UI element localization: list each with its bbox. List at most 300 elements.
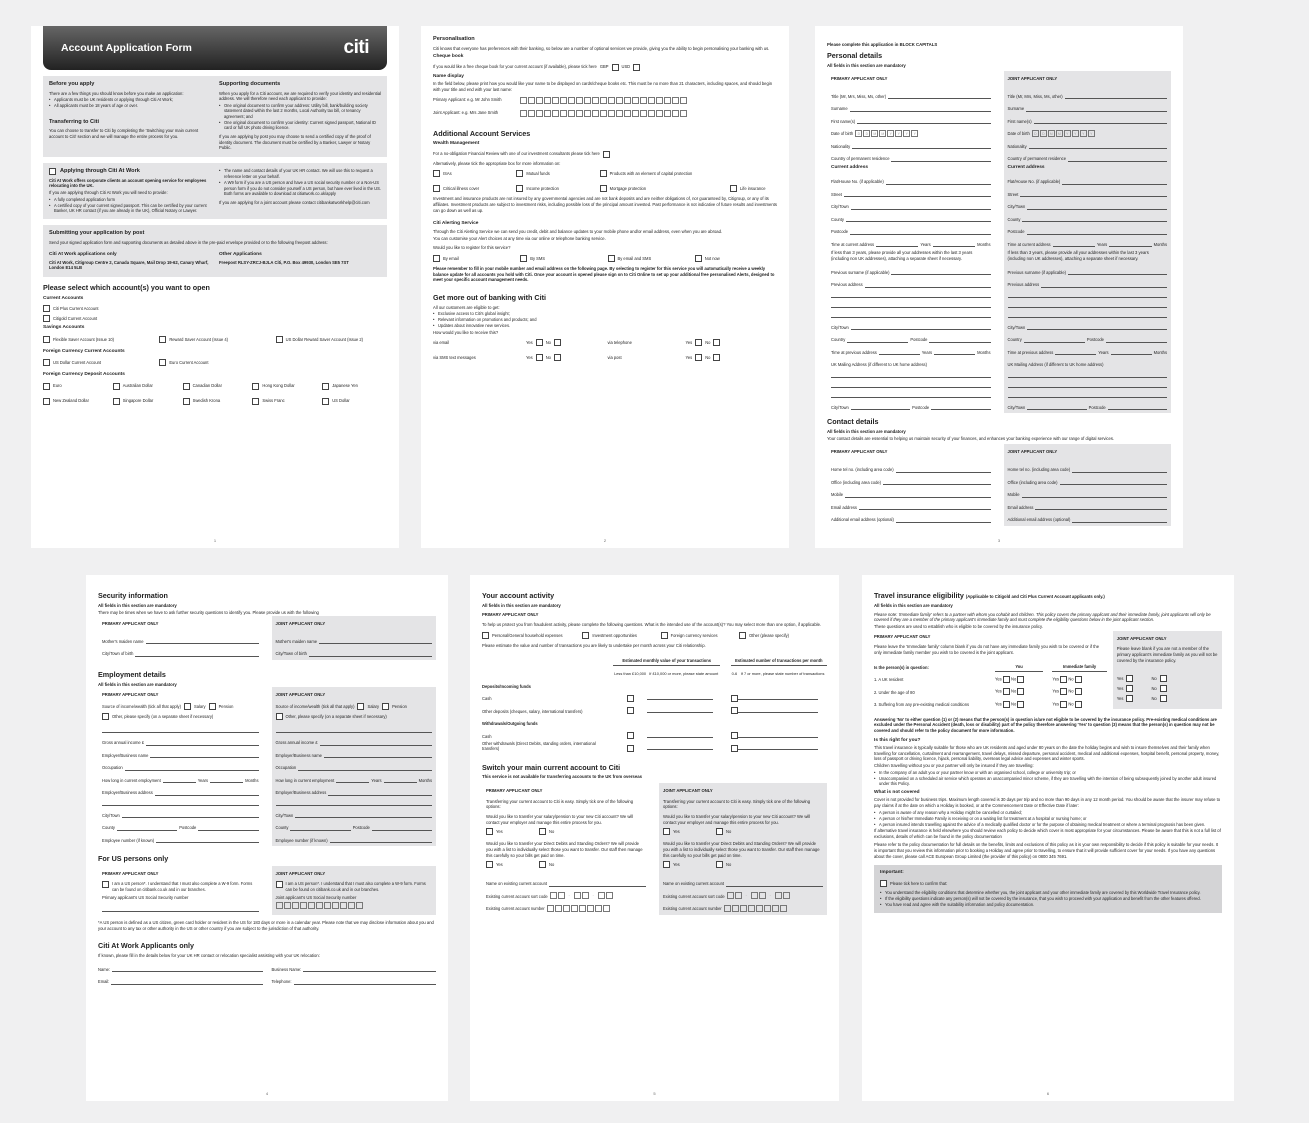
checkbox-label: Not now <box>704 255 720 261</box>
row-label: Other deposits (cheques, salary, international transfers) <box>482 708 583 714</box>
home-tel-input[interactable] <box>896 468 991 473</box>
dd-yes-checkbox[interactable] <box>486 861 493 868</box>
birth-city-input[interactable] <box>135 652 258 657</box>
mobile-input[interactable] <box>1022 493 1167 498</box>
amount-input[interactable] <box>647 749 713 750</box>
field-label: How long in current employment <box>275 777 335 783</box>
block-capitals-note: Please complete this application in BLOCK CAPITALS <box>827 42 938 47</box>
list-item: • A certified copy of your current signed passport. This can be certified by your current Banker, UK HR contact (if you are already in the UK), Official Notary or Lawyer. <box>49 203 211 214</box>
no-checkbox[interactable] <box>1075 688 1082 695</box>
email-input[interactable] <box>1035 505 1167 510</box>
other-source-checkbox[interactable] <box>102 713 109 720</box>
mailing-postcode-input[interactable] <box>1108 405 1167 410</box>
first-name-input[interactable] <box>1034 119 1167 124</box>
field-label: Title (Mr, Mrs, Miss, Ms, other) <box>831 93 887 99</box>
cheque-title: Cheque book <box>433 54 464 60</box>
number-input[interactable] <box>738 749 818 750</box>
pension-checkbox[interactable] <box>209 703 216 710</box>
mailing-line[interactable] <box>831 378 991 388</box>
county-input[interactable] <box>1022 217 1167 222</box>
field-label: City/Town <box>831 324 849 330</box>
yes-checkbox[interactable] <box>1003 676 1010 683</box>
no-checkbox[interactable] <box>1075 701 1082 708</box>
lt-checkbox[interactable] <box>627 745 634 752</box>
list-item: • All applicants must be 18 years of age or over. <box>49 103 211 109</box>
field-label: UK Mailing Address (if different to UK home address) <box>1007 362 1104 368</box>
prev-address-line[interactable] <box>831 288 991 298</box>
house-input[interactable] <box>1062 180 1167 185</box>
prev-address-input[interactable] <box>1041 283 1167 288</box>
field-label: Flat/House No. (if applicable) <box>831 179 884 185</box>
employer-address-input[interactable] <box>328 791 432 796</box>
list-item: • A person insured intends travelling against the advice of a medically qualified doctor or for the purpose of obtaining medical treatment or where a terminal prognosis has been given. <box>874 822 1222 828</box>
alert-note: Please remember to fill in your mobile number and email address on the following page. By selecting to register for this service you will automatically receive a weekly balance update for all accounts you hold with Citi. Once your account is opened please sign on to Citi Online to set up your additional free personalised Alerts, designed to meet your specific account management needs. <box>433 265 775 283</box>
house-input[interactable] <box>886 180 991 185</box>
employer-input[interactable] <box>324 753 432 758</box>
list-item: • Applicants must be UK residents or applying through Citi At Work; <box>49 97 211 103</box>
table-row <box>874 671 1107 684</box>
employee-number-input[interactable] <box>156 838 258 843</box>
other-source-line[interactable] <box>102 723 259 733</box>
no-label: No <box>1151 695 1157 701</box>
field-label: Date of birth <box>1007 131 1030 137</box>
field-label: First name(s) <box>831 118 856 124</box>
months-input[interactable] <box>1109 242 1151 247</box>
salary-no-checkbox[interactable] <box>716 828 723 835</box>
switch-text: Transferring your current account to Citi is easy. Simply tick one of the following options: <box>486 798 634 810</box>
usd-checkbox[interactable] <box>633 64 640 71</box>
list-item: • A fully completed application form <box>49 197 211 203</box>
emp-city-input[interactable] <box>295 813 432 818</box>
prev-years-input[interactable] <box>1055 350 1096 355</box>
yes-checkbox[interactable] <box>1126 685 1133 692</box>
alert-email-sms-checkbox[interactable] <box>608 255 615 262</box>
field-label: City/Town <box>1007 404 1026 410</box>
checkbox-label: New Zealand Dollar <box>53 398 89 404</box>
field-label: City/Town of birth <box>102 651 134 657</box>
n06-checkbox[interactable] <box>731 707 738 714</box>
prev-surname-input[interactable] <box>1068 270 1167 275</box>
us-person-checkbox[interactable] <box>276 881 283 888</box>
checkbox-label: Mutual funds <box>526 171 550 177</box>
amount-input[interactable] <box>647 737 713 738</box>
prev-address-line[interactable] <box>1008 298 1168 308</box>
prev-months-input[interactable] <box>934 350 975 355</box>
field-label: Email address <box>1007 504 1034 510</box>
field-label: Date of birth <box>831 131 854 137</box>
no-label: No <box>705 355 711 361</box>
no-label: No <box>1011 676 1017 682</box>
emp-postcode-input[interactable] <box>198 826 258 831</box>
mailing-line[interactable] <box>1008 378 1168 388</box>
joint-personal-column <box>1004 71 1172 413</box>
no-label: No <box>726 862 732 868</box>
salary-yes-checkbox[interactable] <box>486 828 493 835</box>
nationality-input[interactable] <box>1029 144 1167 149</box>
n06-checkbox[interactable] <box>731 695 738 702</box>
no-checkbox[interactable] <box>713 339 720 346</box>
prev-address-line[interactable] <box>831 298 991 308</box>
additional-email-input[interactable] <box>896 518 991 523</box>
use-fx-checkbox[interactable] <box>661 632 668 639</box>
field-label: City/Town <box>1007 324 1026 330</box>
lt-checkbox[interactable] <box>627 695 634 702</box>
deposit-checkbox[interactable] <box>322 383 329 390</box>
mutual-funds-checkbox[interactable] <box>516 170 523 177</box>
flexible-saver-checkbox[interactable] <box>43 336 50 343</box>
employer-address-line[interactable] <box>102 796 259 806</box>
work-list <box>49 197 211 214</box>
months-label: Months <box>977 349 991 355</box>
deposit-checkbox[interactable] <box>43 383 50 390</box>
citi-at-work-checkbox[interactable] <box>49 168 56 175</box>
no-checkbox[interactable] <box>713 354 720 361</box>
occupation-input[interactable] <box>298 766 432 771</box>
yes-checkbox[interactable] <box>1126 675 1133 682</box>
deposit-checkbox[interactable] <box>183 398 190 405</box>
security-title: Security information <box>98 591 168 600</box>
lt-checkbox[interactable] <box>627 707 634 714</box>
contact-text: Your contact details are essential to helping us maintain security of your finances, and enhances your banking experience with our range of digital services. <box>827 435 1115 441</box>
wealth-title: Wealth Management <box>433 141 480 147</box>
dd-no-checkbox[interactable] <box>539 861 546 868</box>
salary-checkbox[interactable] <box>184 703 191 710</box>
mailing-line[interactable] <box>1008 388 1168 398</box>
prev-months-input[interactable] <box>1111 350 1152 355</box>
dd-no-checkbox[interactable] <box>716 861 723 868</box>
no-checkbox[interactable] <box>554 354 561 361</box>
page-number: 4 <box>265 1090 269 1096</box>
field-label: Employer/Business address <box>102 790 153 796</box>
page-1 <box>31 26 399 548</box>
alert-text-2: You can customise your Alert choices at any time via our online or telephone banking service. <box>433 235 606 241</box>
field-label: City/Town <box>102 812 120 818</box>
col-sub: If 7 or more, please state number of transactions <box>740 671 825 677</box>
joint-label: JOINT APPLICANT ONLY <box>1007 449 1058 455</box>
prev-city-input[interactable] <box>851 325 991 330</box>
ssn-boxes[interactable] <box>276 902 363 909</box>
existing-name-input[interactable] <box>549 882 646 887</box>
dob-input[interactable] <box>855 130 918 137</box>
page-number: 5 <box>653 1090 656 1096</box>
yes-checkbox[interactable] <box>1060 688 1067 695</box>
mobile-input[interactable] <box>845 493 990 498</box>
hr-phone-input[interactable] <box>294 980 436 985</box>
sort-code-input[interactable]: - - <box>727 892 790 899</box>
account-number-input[interactable] <box>547 905 610 912</box>
critical-illness-checkbox[interactable] <box>433 185 440 192</box>
additional-email-input[interactable] <box>1072 518 1167 523</box>
mandatory-note: All fields in this section are mandatory <box>98 602 177 608</box>
via-label: via telephone <box>607 340 632 346</box>
office-tel-input[interactable] <box>883 480 991 485</box>
n06-checkbox[interactable] <box>731 732 738 739</box>
deposit-checkbox[interactable] <box>43 398 50 405</box>
checkbox-label: Other (please specify) <box>749 632 790 638</box>
deposit-checkbox[interactable] <box>113 383 120 390</box>
use-household-checkbox[interactable] <box>482 632 489 639</box>
checkbox-label: Euro Current Account <box>169 359 209 365</box>
income-input[interactable] <box>320 741 432 746</box>
no-checkbox[interactable] <box>1160 685 1167 692</box>
city-input[interactable] <box>1027 205 1167 210</box>
mailing-line[interactable] <box>831 368 991 378</box>
other-source-checkbox[interactable] <box>276 713 283 720</box>
primary-us-column <box>98 866 263 915</box>
list-item: • You have read and agree with the suitability information and policy documentation. <box>880 902 1216 908</box>
deposit-checkbox[interactable] <box>183 383 190 390</box>
employer-address-input[interactable] <box>155 791 259 796</box>
number-input[interactable] <box>738 712 818 713</box>
capital-protection-checkbox[interactable] <box>600 170 607 177</box>
yes-checkbox[interactable] <box>536 339 543 346</box>
use-investment-checkbox[interactable] <box>582 632 589 639</box>
yes-checkbox[interactable] <box>1060 676 1067 683</box>
sort-code-input[interactable]: - - <box>550 892 613 899</box>
primary-travel-text: Please leave the 'Immediate family' column blank if you do not have any immediate family you wish to be covered or if the only immediate family member you wish to be covered is the joint applicant. <box>874 644 1100 655</box>
yes-label: Yes <box>673 829 680 835</box>
years-label: Years <box>921 349 933 355</box>
security-text: There may be times when we have to ask further security questions to identify you. Please provide us with the following <box>98 609 319 615</box>
deposit-checkbox[interactable] <box>322 398 329 405</box>
yes-checkbox[interactable] <box>695 354 702 361</box>
citigold-checkbox[interactable] <box>43 315 50 322</box>
deposit-checkbox[interactable] <box>252 383 259 390</box>
number-input[interactable] <box>738 737 818 738</box>
employee-number-input[interactable] <box>330 838 432 843</box>
life-insurance-checkbox[interactable] <box>730 185 737 192</box>
hr-business-input[interactable] <box>303 967 436 972</box>
post-title: Submitting your application by post <box>49 230 145 237</box>
title-input[interactable] <box>888 94 990 99</box>
mailing-city-input[interactable] <box>851 405 910 410</box>
lt3-note: If less than 3 years, please provide all your addresses within the last 3 years (including non UK addresses), attaching a separate sheet if necessary. <box>1007 250 1149 262</box>
prev-address-line[interactable] <box>1008 288 1168 298</box>
usd-reward-saver-checkbox[interactable] <box>276 336 283 343</box>
prev-address-line[interactable] <box>1008 308 1168 318</box>
page-6 <box>862 575 1234 1101</box>
email-input[interactable] <box>859 505 991 510</box>
form-header <box>43 26 387 70</box>
emp-years-input[interactable] <box>163 778 196 783</box>
lt-checkbox[interactable] <box>627 732 634 739</box>
pension-checkbox[interactable] <box>382 703 389 710</box>
no-label: No <box>545 355 551 361</box>
title-input[interactable] <box>1065 94 1167 99</box>
residence-input[interactable] <box>1068 157 1167 162</box>
yes-checkbox[interactable] <box>695 339 702 346</box>
yes-label: Yes <box>995 676 1002 682</box>
mailing-line[interactable] <box>1008 368 1168 378</box>
right-title: Is this right for you? <box>874 737 921 743</box>
emp-years-input[interactable] <box>336 778 369 783</box>
no-checkbox[interactable] <box>1160 675 1167 682</box>
alert-not-now-checkbox[interactable] <box>695 255 702 262</box>
amount-input[interactable] <box>647 699 713 700</box>
alert-sms-checkbox[interactable] <box>520 255 527 262</box>
income-input[interactable] <box>146 741 258 746</box>
yes-checkbox[interactable] <box>1060 701 1067 708</box>
field-label: Employer/Business address <box>275 790 327 796</box>
citi-plus-checkbox[interactable] <box>43 305 50 312</box>
mandatory-note: All fields in this section are mandatory <box>827 429 906 435</box>
via-label: via email <box>433 340 450 346</box>
cheque-text: If you would like a free cheque book for your current account (if available), please tick here <box>433 64 597 70</box>
no-checkbox[interactable] <box>1017 701 1024 708</box>
home-tel-input[interactable] <box>1072 468 1167 473</box>
amount-input[interactable] <box>647 712 713 713</box>
maiden-name-input[interactable] <box>146 639 259 644</box>
residence-input[interactable] <box>891 157 990 162</box>
months-input[interactable] <box>933 242 975 247</box>
checkbox-label: Investment opportunities <box>592 632 637 638</box>
nationality-input[interactable] <box>852 144 990 149</box>
more-question: How would you like to receive this? <box>433 329 499 335</box>
surname-input[interactable] <box>850 107 991 112</box>
salary-question: Would you like to transfer your salary/pension to your new Citi account? We will contact your employer and manage this entire process for you. <box>663 814 811 825</box>
years-input[interactable] <box>1053 242 1095 247</box>
no-checkbox[interactable] <box>554 339 561 346</box>
birth-city-input[interactable] <box>309 652 432 657</box>
office-tel-input[interactable] <box>1060 480 1168 485</box>
yes-checkbox[interactable] <box>536 354 543 361</box>
field-label: Postcode <box>179 825 197 831</box>
existing-name-input[interactable] <box>726 882 823 887</box>
dd-yes-checkbox[interactable] <box>663 861 670 868</box>
dob-box: Y <box>887 130 894 137</box>
emp-postcode-input[interactable] <box>372 826 432 831</box>
no-checkbox[interactable] <box>1160 695 1167 702</box>
gbp-checkbox[interactable] <box>612 64 619 71</box>
checkbox-label: Hong Kong Dollar <box>262 383 295 389</box>
ssn-input[interactable] <box>102 902 259 912</box>
prev-address-input[interactable] <box>865 283 991 288</box>
emp-county-input[interactable] <box>117 826 177 831</box>
financial-review-checkbox[interactable] <box>603 151 610 158</box>
field-label: City/Town <box>1007 204 1026 210</box>
emp-city-input[interactable] <box>122 813 259 818</box>
isas-checkbox[interactable] <box>433 170 440 177</box>
switch-text: Transferring your current account to Citi is easy. Simply tick one of the following options: <box>663 798 811 810</box>
name-display-text: In the field below, please print how you would like your name to be displayed on cards/cheque books etc. This must be no more than 21 characters, including spaces, and should begin with your title and end with your last name: <box>433 81 773 92</box>
row-label: Cash <box>482 733 492 739</box>
years-label: Years <box>920 241 931 247</box>
postcode-input[interactable] <box>850 230 990 235</box>
primary-personal-column <box>827 71 995 413</box>
prev-postcode-input[interactable] <box>929 338 990 343</box>
no-label: No <box>1068 676 1074 682</box>
use-other-checkbox[interactable] <box>739 632 746 639</box>
employment-title: Employment details <box>98 669 166 679</box>
yes-checkbox[interactable] <box>1126 695 1133 702</box>
years-input[interactable] <box>876 242 918 247</box>
primary-name-boxes[interactable] <box>520 97 687 104</box>
no-checkbox[interactable] <box>1017 688 1024 695</box>
salary-yes-checkbox[interactable] <box>663 828 670 835</box>
occupation-input[interactable] <box>125 766 259 771</box>
yes-checkbox[interactable] <box>1003 688 1010 695</box>
joint-name-boxes[interactable] <box>520 110 687 117</box>
hr-email-input[interactable] <box>111 980 262 985</box>
row-label: Other withdrawals (Direct Debits, standing orders, international transfers) <box>482 740 596 752</box>
alert-email-checkbox[interactable] <box>433 255 440 262</box>
city-input[interactable] <box>851 205 991 210</box>
personalisation-title: Personalisation <box>433 36 475 42</box>
number-input[interactable] <box>738 699 818 700</box>
employer-address-line[interactable] <box>276 796 433 806</box>
salary-no-checkbox[interactable] <box>539 828 546 835</box>
deposit-checkbox[interactable] <box>113 398 120 405</box>
months-label: Months <box>418 777 433 783</box>
wealth-note: Investment and insurance products are not insured by any governmental agencies and are not bank deposits and are neither obligations of, nor guaranteed by, Citigroup, or any of its affiliates. Investment products are subject to investment risks, including possible loss of the principal amount invested. Past performance is not indicative of future results and investments can go down as well as up. <box>433 196 777 213</box>
col-sub: Less than £10,000 <box>614 671 647 677</box>
prev-years-input[interactable] <box>879 350 920 355</box>
mortgage-protection-checkbox[interactable] <box>600 185 607 192</box>
dob-box: M <box>871 130 878 137</box>
mandatory-note: All fields in this section are mandatory <box>874 602 953 608</box>
maiden-name-input[interactable] <box>319 639 432 644</box>
field-label: First name(s) <box>1007 118 1032 124</box>
street-input[interactable] <box>844 192 991 197</box>
emp-months-input[interactable] <box>384 778 417 783</box>
travel-title <box>874 591 1222 601</box>
mailing-postcode-input[interactable] <box>931 405 990 410</box>
confirm-checkbox[interactable] <box>880 880 887 887</box>
prev-postcode-input[interactable] <box>1106 338 1167 343</box>
dob-box: D <box>1040 130 1047 137</box>
emp-county-input[interactable] <box>290 826 350 831</box>
table-row <box>482 728 827 741</box>
income-protection-checkbox[interactable] <box>516 185 523 192</box>
post-work-title: Citi At Work applications only <box>49 252 117 258</box>
mailing-city-input[interactable] <box>1027 405 1086 410</box>
prev-city-input[interactable] <box>1027 325 1167 330</box>
surname-input[interactable] <box>1026 107 1167 112</box>
prev-address-line[interactable] <box>831 308 991 318</box>
checkbox-label: US Dollar Current Account <box>53 359 102 365</box>
reward-saver-checkbox[interactable] <box>159 336 166 343</box>
county-input[interactable] <box>846 217 991 222</box>
field-label: Home tel no. (including area code) <box>831 467 894 473</box>
first-name-input[interactable] <box>857 119 990 124</box>
prev-country-input[interactable] <box>847 338 908 343</box>
checkbox-label: Life insurance <box>740 186 766 192</box>
postcode-input[interactable] <box>1027 230 1167 235</box>
hr-name-input[interactable] <box>112 967 262 972</box>
prev-surname-input[interactable] <box>891 270 990 275</box>
emp-months-input[interactable] <box>210 778 243 783</box>
street-input[interactable] <box>1020 192 1167 197</box>
us-person-checkbox[interactable] <box>102 881 109 888</box>
employer-input[interactable] <box>150 753 258 758</box>
mailing-line[interactable] <box>831 388 991 398</box>
usd-current-checkbox[interactable] <box>43 359 50 366</box>
other-source-line[interactable] <box>276 723 433 733</box>
yes-checkbox[interactable] <box>1003 701 1010 708</box>
no-checkbox[interactable] <box>1075 676 1082 683</box>
account-number-input[interactable] <box>724 905 787 912</box>
dob-input[interactable] <box>1032 130 1095 137</box>
deposit-checkbox[interactable] <box>252 398 259 405</box>
eligibility-table <box>874 659 1107 709</box>
prev-country-input[interactable] <box>1024 338 1085 343</box>
n06-checkbox[interactable] <box>731 745 738 752</box>
no-checkbox[interactable] <box>1017 676 1024 683</box>
field-label: Existing current account sort code <box>486 893 548 899</box>
work-bold: Citi At Work offers corporate clients an account opening service for employees relocating into the UK. <box>49 177 207 189</box>
euro-current-checkbox[interactable] <box>159 359 166 366</box>
salary-checkbox[interactable] <box>357 703 364 710</box>
